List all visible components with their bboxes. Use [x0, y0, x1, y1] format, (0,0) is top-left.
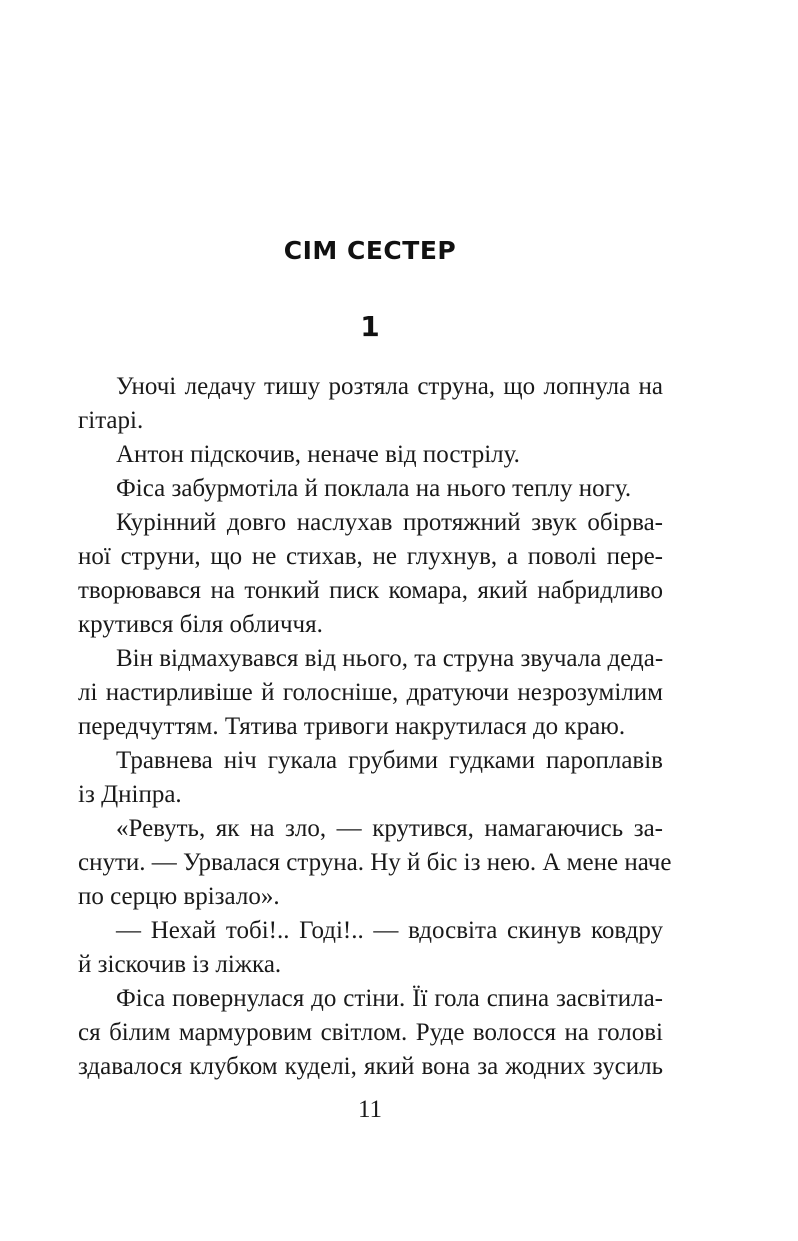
text-line: крутився біля обличчя.: [78, 611, 323, 638]
text-line: гітарі.: [78, 407, 144, 434]
text-line: ної струни, що не стихав, не глухнув, а поволі пере-: [78, 543, 663, 570]
text-line: Фіса забурмотіла й поклала на нього теплу ногу.: [116, 475, 632, 502]
text-line: Він відмахувався від нього, та струна звучала деда-: [116, 645, 664, 672]
text-line: по серцю врізало».: [78, 883, 280, 910]
text-line: Уночі ледачу тишу розтяла струна, що лопнула на: [116, 373, 663, 400]
page-number: 11: [357, 1096, 383, 1123]
text-line: передчуттям. Тятива тривоги накрутилася до краю.: [78, 713, 626, 740]
body-text: [78, 370, 672, 1084]
text-line: із Дніпра.: [78, 781, 182, 808]
text-line: Курінний довго наслухав протяжний звук обірва-: [116, 509, 663, 536]
text-line: й зіскочив із ліжка.: [78, 951, 282, 978]
text-line: лі настирливіше й голосніше, дратуючи незрозумілим: [78, 679, 663, 706]
text-line: Фіса повернулася до стіни. Її гола спина засвітила-: [116, 985, 663, 1012]
section-number: 1: [360, 310, 380, 343]
text-line: Антон підскочив, неначе від пострілу.: [116, 441, 520, 468]
text-line: «Ревуть, як на зло, — крутився, намагаючись за-: [116, 815, 663, 842]
text-line: ся білим мармуровим світлом. Руде волосся на голові: [78, 1019, 663, 1046]
text-line: здавалося клубком куделі, який вона за жодних зусиль: [78, 1053, 663, 1080]
text-line: творювався на тонкий писк комара, який набридливо: [78, 577, 663, 604]
chapter-title: СІМ СЕСТЕР: [283, 236, 457, 265]
text-line: — Нехай тобі!.. Годі!.. — вдосвіта скинув ковдру: [116, 917, 663, 944]
text-line: Травнева ніч гукала грубими гудками пароплавів: [116, 747, 663, 774]
text-line: снути. — Урвалася струна. Ну й біс із нею. А мене наче: [78, 849, 672, 876]
